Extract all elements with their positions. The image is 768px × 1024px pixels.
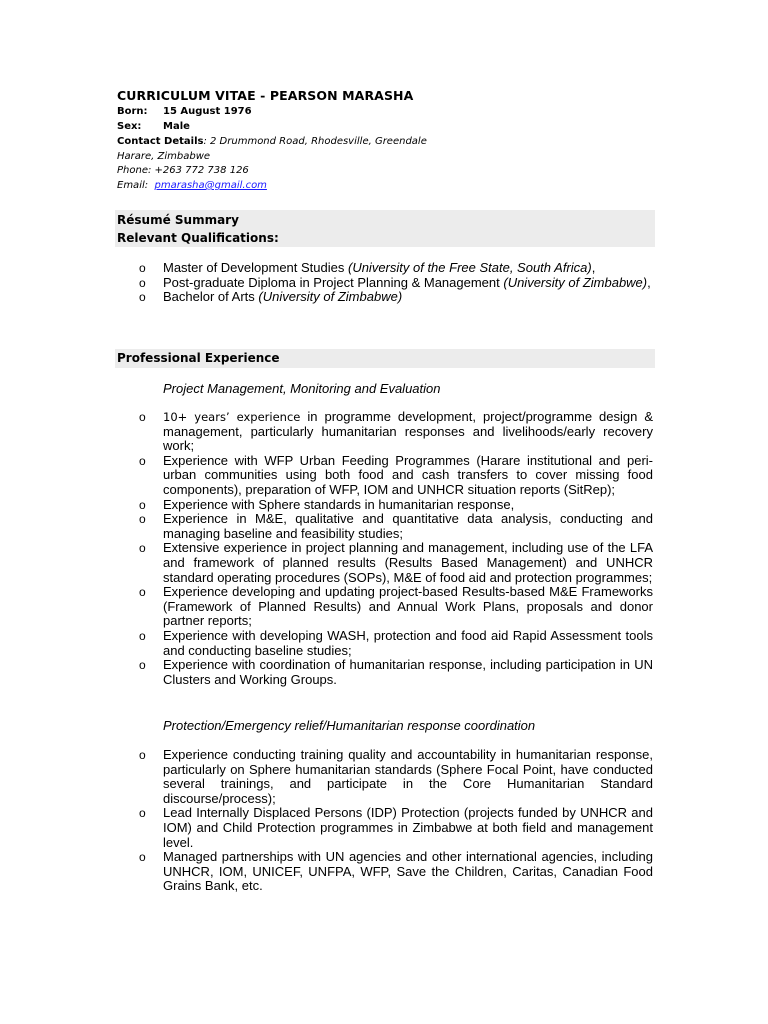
born-label: Born: <box>117 106 148 117</box>
list-item: o 10+ years’ experience in programme development, project/programme design & management, particularly humanitarian responses and livelihoods/early recovery work; <box>139 409 653 454</box>
contact-row <box>117 135 427 149</box>
bullet-icon: o <box>139 261 146 275</box>
cv-title: CURRICULUM VITAE - PEARSON MARASHA <box>117 88 414 103</box>
list-item: o Experience with Sphere standards in humanitarian response, <box>139 496 515 512</box>
bullet-icon: o <box>139 275 146 290</box>
bullet-icon: o <box>139 806 146 821</box>
email-row <box>117 179 267 193</box>
list-item: o Experience in M&E, qualitative and quantitative data analysis, conducting and managing baseline and feasibility studies; <box>139 511 653 541</box>
bullet-icon: o <box>139 585 146 600</box>
list-item: o Lead Internally Displaced Persons (IDP) Protection (projects funded by UNHCR and IOM) and Child Protection programmes in Zimbabwe at both field and management level. <box>139 805 653 850</box>
born-row <box>117 105 252 119</box>
list-item: o Post-graduate Diploma in Project Planning & Management (University of Zimbabwe), <box>139 274 651 290</box>
email-label: Email: <box>117 180 149 191</box>
list-item: o Bachelor of Arts (University of Zimbabwe) <box>139 289 403 305</box>
experience-list-2 <box>139 748 653 894</box>
list-item: o Extensive experience in project planning and management, including use of the LFA and framework of planned results (Results Based Management) and UNHCR standard operating procedures (SOPs), M&E of food aid and protection programmes; <box>139 540 653 585</box>
sex-value: Male <box>163 121 190 132</box>
qualifications-heading: Relevant Qualifications: <box>117 231 279 245</box>
bullet-icon: o <box>139 512 146 527</box>
list-item: o Experience developing and updating project-based Results-based M&E Frameworks (Framework of Planned Results) and Annual Work Plans, proposals and donor partner reports; <box>139 584 653 629</box>
bullet-icon: o <box>139 410 146 424</box>
bullet-icon: o <box>139 497 146 512</box>
experience-list-1 <box>139 410 653 687</box>
bullet-icon: o <box>139 748 146 762</box>
bullet-icon: o <box>139 290 146 305</box>
contact-city: Harare, Zimbabwe <box>117 151 211 162</box>
bullet-icon: o <box>139 628 146 643</box>
group1-title: Project Management, Monitoring and Evaluation <box>163 381 441 396</box>
bullet-icon: o <box>139 453 146 468</box>
list-item: o Experience with coordination of humanitarian response, including participation in UN Clusters and Working Groups. <box>139 657 653 687</box>
summary-band <box>115 210 655 247</box>
contact-address: : 2 Drummond Road, Rhodesville, Greendale <box>203 136 427 147</box>
list-item: o Experience conducting training quality and accountability in humanitarian response, particularly on Sphere humanitarian standards (Sphere Focal Point, have conducted several trainings, and participate in the Core Humanitarian Standard discourse/process); <box>139 747 653 806</box>
bullet-icon: o <box>139 850 146 865</box>
list-item: o Managed partnerships with UN agencies and other international agencies, including UNHCR, IOM, UNICEF, UNFPA, WFP, Save the Children, Caritas, Canadian Food Grains Bank, etc. <box>139 849 653 894</box>
experience-heading: Professional Experience <box>117 351 280 365</box>
contact-label: Contact Details <box>117 136 204 147</box>
list-item: o Master of Development Studies (University of the Free State, South Africa), <box>139 260 596 275</box>
email-link[interactable]: pmarasha@gmail.com <box>154 180 267 191</box>
summary-heading: Résumé Summary <box>117 213 239 227</box>
born-value: 15 August 1976 <box>163 106 252 117</box>
sex-row <box>117 120 190 134</box>
group2-title: Protection/Emergency relief/Humanitarian response coordination <box>163 718 536 733</box>
qualifications-list <box>139 261 653 305</box>
bullet-icon: o <box>139 541 146 556</box>
phone-number: Phone: +263 772 738 126 <box>117 165 249 176</box>
bullet-icon: o <box>139 658 146 673</box>
list-item: o Experience with developing WASH, protection and food aid Rapid Assessment tools and conducting baseline studies; <box>139 627 653 658</box>
list-item: o Experience with WFP Urban Feeding Programmes (Harare institutional and peri-urban communities using both food and cash transfers to cover missing food components), preparation of WFP, IOM and UNHCR situation reports (SitRep); <box>139 452 653 497</box>
experience-band <box>115 349 655 368</box>
sex-label: Sex: <box>117 121 142 132</box>
